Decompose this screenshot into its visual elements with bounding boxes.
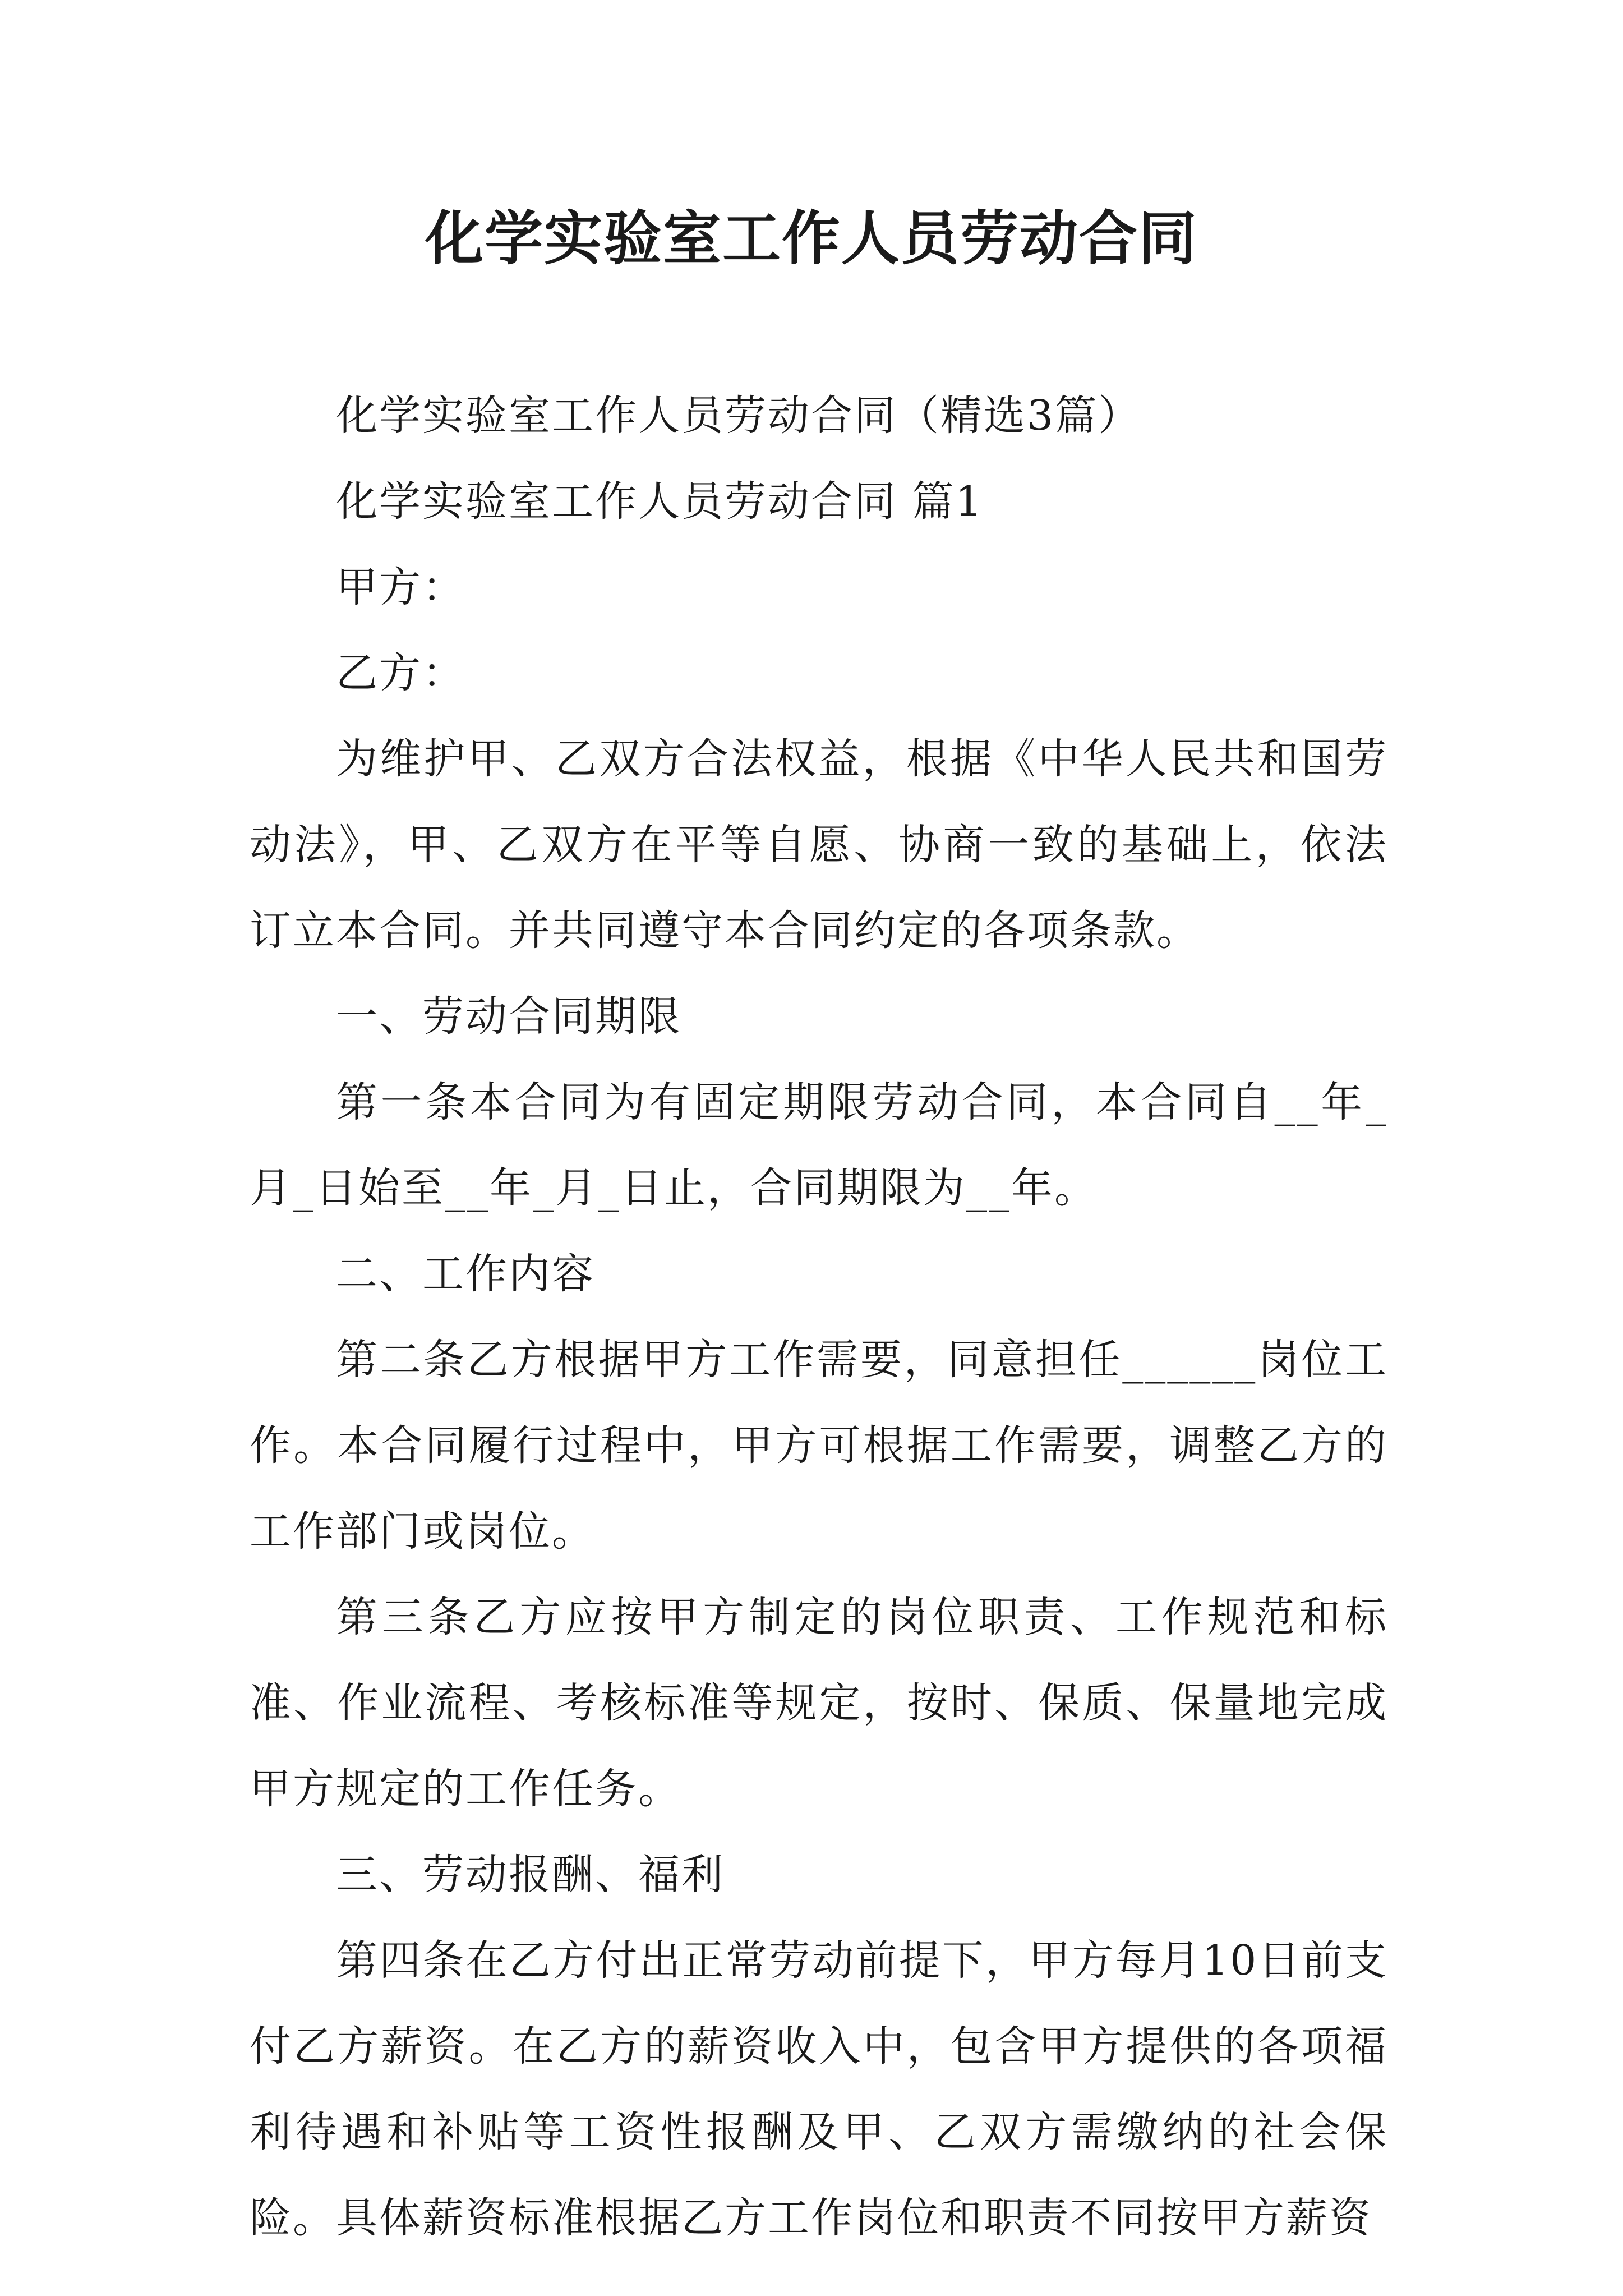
document-body xyxy=(250,373,1388,2261)
party-b-line: 乙方： xyxy=(336,649,465,697)
heading-work-content: 二、工作内容 xyxy=(336,1250,595,1298)
preamble-paragraph: 为维护甲、乙双方合法权益，根据《中华人民共和国劳动法》，甲、乙双方在平等自愿、协商一致的基础上，依法订立本合同。并共同遵守本合同约定的各项条款。 xyxy=(250,735,1388,955)
subtitle-paragraph: 化学实验室工作人员劳动合同（精选3篇） xyxy=(336,392,1142,440)
article-4-paragraph: 第四条在乙方付出正常劳动前提下，甲方每月10日前支付乙方薪资。在乙方的薪资收入中，包含甲方提供的各项福利待遇和补贴等工资性报酬及甲、乙双方需缴纳的社会保险。具体薪资标准根据乙方工作岗位和职责不同按甲方薪资 xyxy=(250,1936,1388,2242)
heading-remuneration: 三、劳动报酬、福利 xyxy=(336,1851,725,1899)
heading-contract-term: 一、劳动合同期限 xyxy=(336,992,681,1041)
article-1-paragraph: 第一条本合同为有固定期限劳动合同，本合同自__年_月_日始至__年_月_日止，合同期限为__年。 xyxy=(250,1078,1388,1212)
article-3-paragraph: 第三条乙方应按甲方制定的岗位职责、工作规范和标准、作业流程、考核标准等规定，按时、保质、保量地完成甲方规定的工作任务。 xyxy=(250,1593,1388,1813)
section-heading-part-1: 化学实验室工作人员劳动合同 篇1 xyxy=(336,477,984,526)
document-title: 化学实验室工作人员劳动合同 xyxy=(425,204,1198,273)
party-a-line: 甲方： xyxy=(336,563,465,611)
article-2-paragraph: 第二条乙方根据甲方工作需要，同意担任______岗位工作。本合同履行过程中，甲方可根据工作需要，调整乙方的工作部门或岗位。 xyxy=(250,1336,1388,1556)
